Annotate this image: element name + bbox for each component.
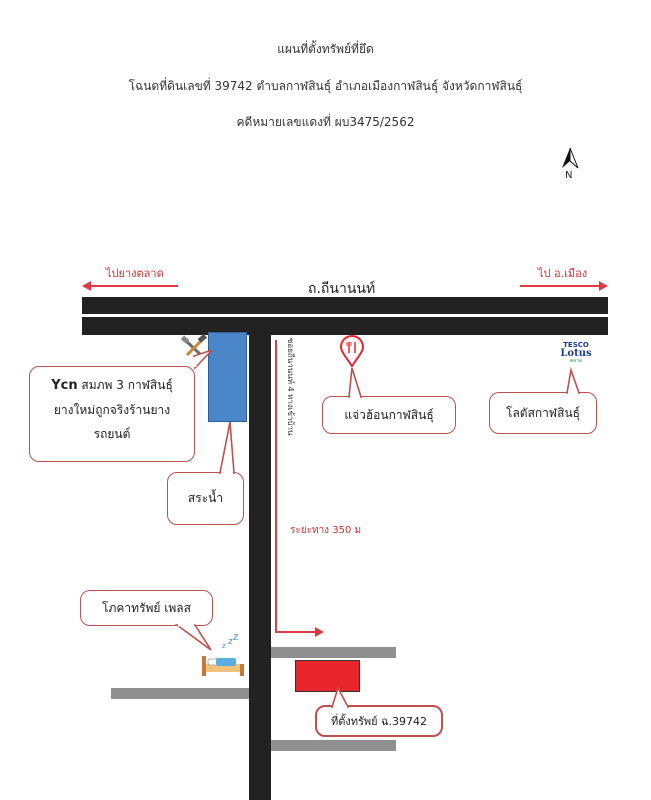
pond	[208, 332, 247, 422]
ycn-line3: รถยนต์	[93, 427, 131, 441]
hotel-callout	[80, 590, 213, 626]
property-label: ที่ตั้งทรัพย์ ฉ.39742	[330, 715, 428, 728]
side-road	[249, 330, 271, 800]
lotus-callout-tail	[565, 370, 585, 394]
svg-text:z: z	[228, 637, 233, 647]
arrow-left-icon	[82, 280, 182, 292]
ycn-brand: Ycn	[51, 378, 78, 393]
direction-left-label: ไปยางตลาด	[106, 267, 164, 280]
direction-right-label: ไป อ.เมือง	[538, 267, 588, 280]
ycn-tire-shop-callout	[29, 366, 195, 462]
lotus-text: Lotus	[560, 348, 592, 359]
map-pin-fork-knife-icon	[340, 336, 364, 368]
north-arrow-icon	[560, 148, 580, 170]
tesco-lotus-logo	[556, 342, 596, 364]
compass-label: N	[565, 170, 573, 181]
case-number-line: คดีหมายเลขแดงที่ ผบ3475/2562	[236, 115, 415, 129]
lotus-callout	[489, 392, 597, 434]
restaurant-label: แจ่วฮ้อนกาฬสินธุ์	[344, 407, 434, 422]
tesco-text: TESCO	[563, 341, 589, 349]
side-street-left	[111, 688, 249, 699]
svg-text:z: z	[222, 642, 226, 650]
title-deed-line: โฉนดที่ดินเลขที่ 39742 ตำบลกาฬสินธุ์ อำเภอเมืองกาฬสินธุ์ จังหวัดกาฬสินธุ์	[128, 79, 523, 93]
lotus-label: โลตัสกาฬสินธุ์	[506, 405, 580, 420]
restaurant-callout	[322, 396, 456, 434]
arrow-right-icon	[520, 280, 608, 292]
side-street-right-upper	[271, 647, 396, 658]
svg-text:Z: Z	[233, 633, 239, 642]
main-road-name: ถ.ถีนานนท์	[308, 281, 376, 297]
map-title: แผนที่ตั้งทรัพย์ที่ยึด	[277, 42, 374, 56]
route-path	[270, 340, 330, 640]
distance-label: ระยะทาง 350 ม	[290, 525, 362, 536]
property-callout	[315, 705, 443, 737]
restaurant-callout-tail	[345, 368, 365, 398]
main-road-center-line	[82, 314, 608, 317]
pond-callout-tail	[218, 422, 238, 474]
bed-icon	[200, 634, 246, 678]
ycn-line2: ยางใหม่ถูกจริงร้านยาง	[53, 403, 171, 417]
side-road-name: ซอยถีนานนท์ 4 ทางเข้าบ้าน	[286, 338, 295, 436]
property-callout-tail	[330, 688, 354, 708]
ycn-callout-tail	[186, 350, 216, 370]
pond-label: สระน้ำ	[187, 491, 224, 505]
ycn-line1: สมภพ 3 กาฬสินธุ์	[77, 378, 173, 392]
hotel-label: โภคาทรัพย์ เพลส	[102, 600, 191, 615]
lotus-sub-text: ตลาด	[569, 358, 583, 364]
pond-callout	[167, 472, 244, 525]
side-street-right-lower	[271, 740, 396, 751]
